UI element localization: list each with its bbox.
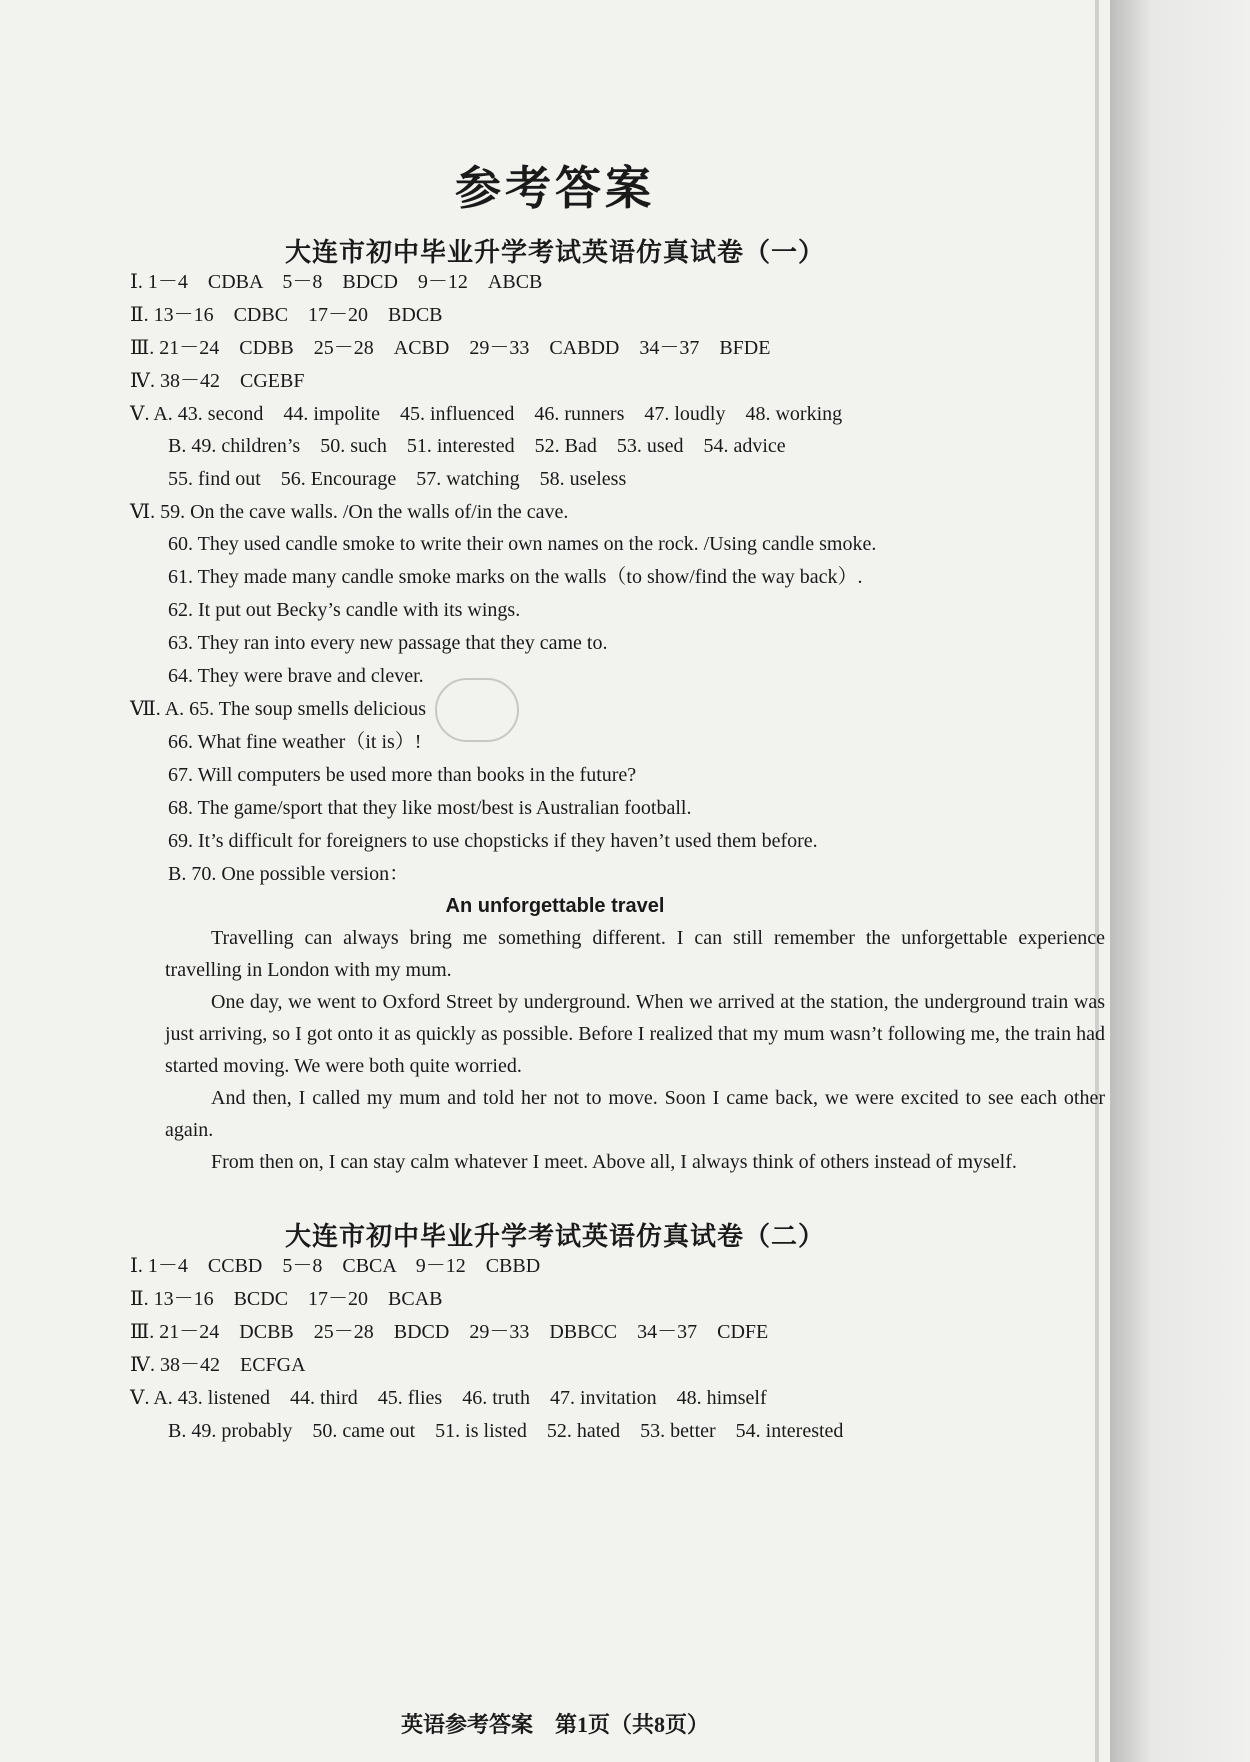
next-page-edge xyxy=(1110,0,1250,1762)
answer-line: 67. Will computers be used more than books in the future? xyxy=(168,764,637,786)
answer-line: 66. What fine weather（it is）! xyxy=(168,731,422,753)
answer-line: 62. It put out Becky’s candle with its wings. xyxy=(168,599,521,621)
answer-line: 55. find out 56. Encourage 57. watching 58. useless xyxy=(168,468,627,490)
section-heading-2: 大连市初中毕业升学考试英语仿真试卷（二） xyxy=(284,1222,825,1251)
answer-line: Ⅶ. A. 65. The soup smells delicious xyxy=(130,698,426,720)
answer-line: Ⅲ. 21－24 CDBB 25－28 ACBD 29－33 CABDD 34－37 BFDE xyxy=(130,337,771,359)
answer-line: 61. They made many candle smoke marks on the walls（to show/find the way back）. xyxy=(168,566,863,588)
section-heading-1: 大连市初中毕业升学考试英语仿真试卷（一） xyxy=(284,238,825,267)
answer-line: Ⅴ. A. 43. second 44. impolite 45. influenced 46. runners 47. loudly 48. working xyxy=(130,403,843,425)
answer-line: 69. It’s difficult for foreigners to use chopsticks if they haven’t used them before. xyxy=(168,830,818,852)
answer-line: Ⅱ. 13－16 BCDC 17－20 BCAB xyxy=(130,1288,443,1310)
essay-paragraph: One day, we went to Oxford Street by underground. When we arrived at the station, the underground train was just arriving, so I got onto it as quickly as possible. Before I realized that my mum wasn’t following me, the train had started moving. We were both quite worried. xyxy=(165,991,1105,1077)
watermark-stamp xyxy=(435,678,519,742)
answer-line: 60. They used candle smoke to write their own names on the rock. /Using candle smoke. xyxy=(168,533,877,555)
page-title: 参考答案 xyxy=(455,163,655,214)
answer-line: Ⅱ. 13－16 CDBC 17－20 BDCB xyxy=(130,304,443,326)
essay-paragraph: From then on, I can stay calm whatever I meet. Above all, I always think of others instead of myself. xyxy=(211,1151,1017,1173)
answer-line: Ⅰ. 1－4 CCBD 5－8 CBCA 9－12 CBBD xyxy=(130,1255,541,1277)
answer-line: B. 49. children’s 50. such 51. interested 52. Bad 53. used 54. advice xyxy=(168,435,786,457)
essay-paragraph: And then, I called my mum and told her not to move. Soon I came back, we were excited to see each other again. xyxy=(165,1087,1105,1141)
answer-line: Ⅵ. 59. On the cave walls. /On the walls of/in the cave. xyxy=(130,501,569,523)
answer-line: 68. The game/sport that they like most/best is Australian football. xyxy=(168,797,692,819)
answer-line: Ⅳ. 38－42 CGEBF xyxy=(130,370,305,392)
answer-line: Ⅲ. 21－24 DCBB 25－28 BDCD 29－33 DBBCC 34－37 CDFE xyxy=(130,1321,769,1343)
answer-line: 64. They were brave and clever. xyxy=(168,665,424,687)
page-footer: 英语参考答案 第1页（共8页） xyxy=(400,1712,709,1737)
answer-line: B. 70. One possible version： xyxy=(168,863,410,885)
answer-line: B. 49. probably 50. came out 51. is listed 52. hated 53. better 54. interested xyxy=(168,1420,844,1442)
answer-line: Ⅰ. 1－4 CDBA 5－8 BDCD 9－12 ABCB xyxy=(130,271,543,293)
essay-paragraph: Travelling can always bring me something different. I can still remember the unforgettable experience travelling in London with my mum. xyxy=(165,927,1105,981)
answer-line: Ⅳ. 38－42 ECFGA xyxy=(130,1354,306,1376)
answer-line: 63. They ran into every new passage that they came to. xyxy=(168,632,608,654)
answer-line: Ⅴ. A. 43. listened 44. third 45. flies 46. truth 47. invitation 48. himself xyxy=(130,1387,767,1409)
essay-title: An unforgettable travel xyxy=(445,895,665,917)
